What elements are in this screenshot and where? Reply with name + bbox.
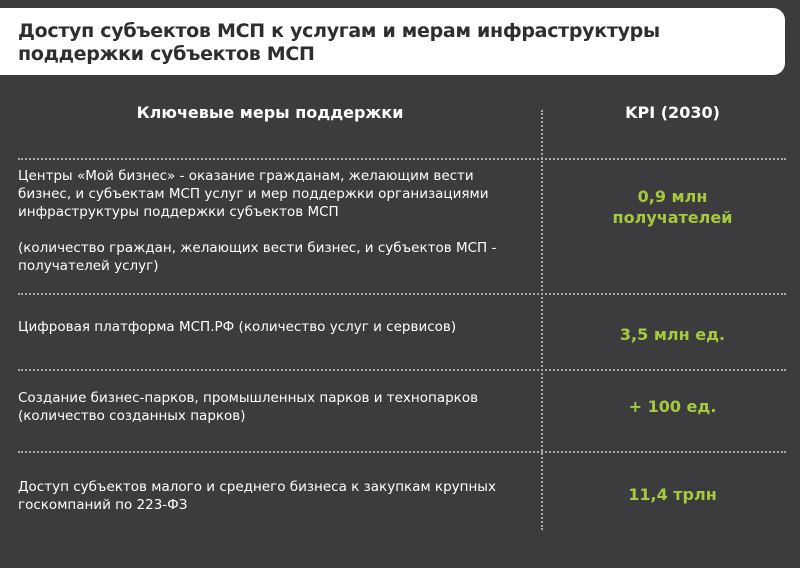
measure-procurement-access: Доступ субъектов малого и среднего бизнеса к закупкам крупных госкомпаний по 223-ФЗ (18, 479, 496, 513)
measure-moi-biznes (18, 167, 528, 275)
kpi-digital-platform: 3,5 млн ед. (619, 325, 726, 344)
kpi-business-parks: + 100 ед. (628, 397, 717, 416)
header-kpi: KPI (2030) (625, 103, 720, 122)
measure-digital-platform: Цифровая платформа МСП.РФ (количество услуг и сервисов) (18, 319, 457, 335)
kpi-moi-biznes: 0,9 млн получателей (612, 187, 733, 227)
header-key-measures: Ключевые меры поддержки (136, 103, 404, 122)
measure-note: (количество граждан, желающих вести бизнес, и субъектов МСП - получателей услуг) (18, 240, 497, 274)
title-banner (0, 8, 785, 75)
row-divider (18, 369, 786, 371)
measure-business-parks: Создание бизнес-парков, промышленных парков и технопарков (количество созданных парков) (18, 390, 479, 424)
kpi-procurement-access: 11,4 трлн (628, 485, 717, 504)
measure-text: Центры «Мой бизнес» - оказание гражданам, желающим вести бизнес, и субъектам МСП услуг и мер поддержки организациями инфраструктуры поддержки субъектов МСП (18, 168, 489, 220)
column-divider (541, 110, 543, 530)
row-divider (18, 293, 786, 295)
page-title: Доступ субъектов МСП к услугам и мерам инфраструктуры поддержки субъектов МСП (18, 20, 660, 65)
row-divider (18, 158, 786, 160)
row-divider (18, 451, 786, 453)
